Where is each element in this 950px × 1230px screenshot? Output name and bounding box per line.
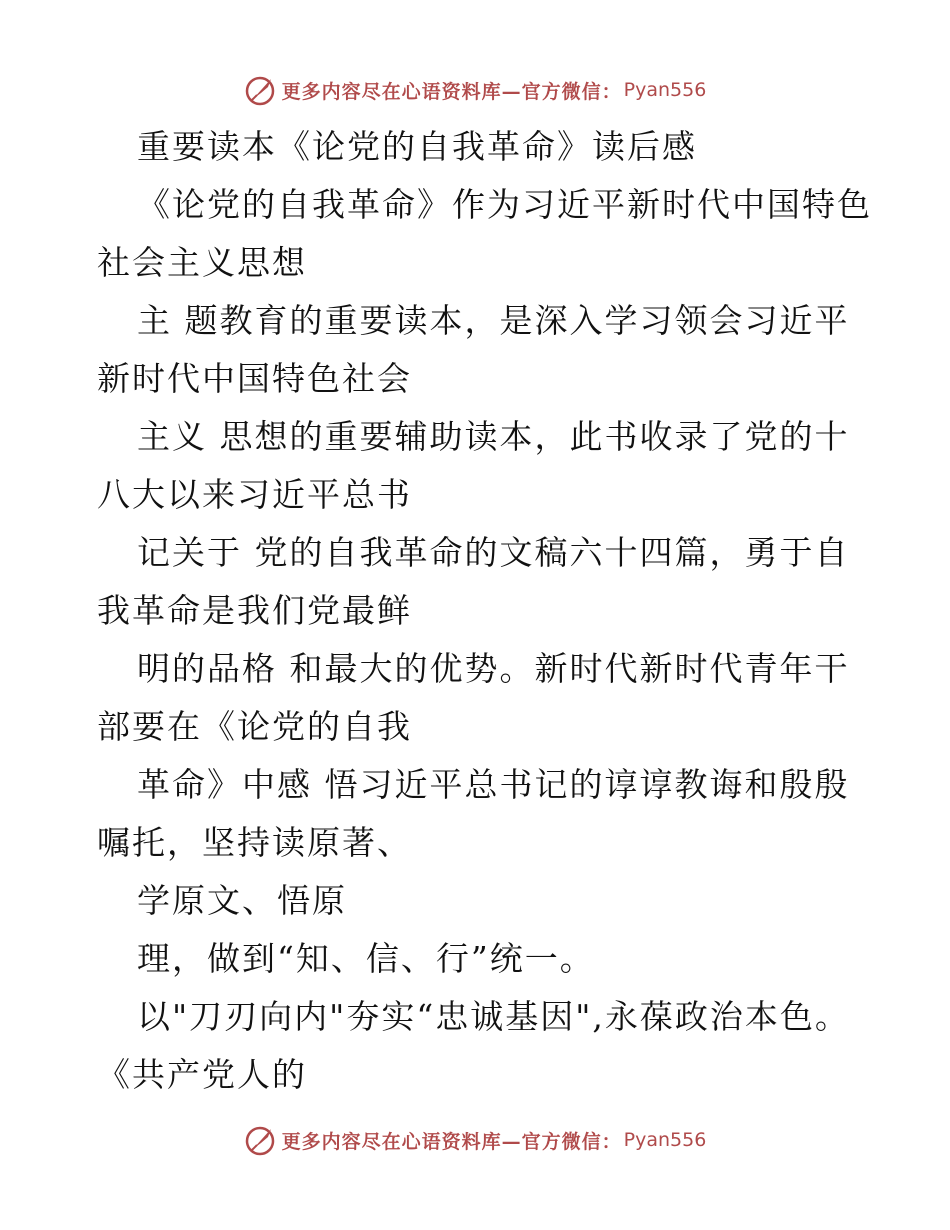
text-line: 革命》中感 悟习近平总书记的谆谆教诲和殷殷: [137, 765, 850, 804]
text-line: 明的品格 和最大的优势。新时代新时代青年干: [137, 649, 850, 688]
text-line: 部要在《论党的自我: [97, 707, 412, 746]
text-line: 嘱托，坚持读原著、: [97, 823, 412, 862]
watermark-text: 更多内容尽在心语资料库—官方微信：: [281, 80, 622, 103]
text-line: 主 题教育的重要读本，是深入学习领会习近平: [137, 301, 850, 340]
text-line: 以"刀刃向内"夯实“忠诚基因",永葆政治本色。: [137, 997, 850, 1036]
text-line: 主义 思想的重要辅助读本，此书收录了党的十: [137, 417, 850, 456]
text-line: 八大以来习近平总书: [97, 475, 412, 514]
watermark-wechat-id: Pyan556: [623, 1129, 707, 1151]
text-line: 重要读本《论党的自我革命》读后感: [137, 127, 697, 166]
text-line: 记关于 党的自我革命的文稿六十四篇，勇于自: [137, 533, 850, 572]
text-line: 《共产党人的: [97, 1055, 307, 1094]
text-line: 我革命是我们党最鲜: [97, 591, 412, 630]
document-body: [97, 118, 872, 1104]
text-line: 《论党的自我革命》作为习近平新时代中国特色: [137, 185, 872, 224]
quill-logo-icon: [244, 1123, 278, 1157]
watermark-banner-top: [0, 70, 950, 110]
watermark-text: 更多内容尽在心语资料库—官方微信：: [281, 1130, 622, 1153]
text-line: 学原文、悟原: [137, 881, 347, 920]
text-line: 社会主义思想: [97, 243, 307, 282]
text-line: 新时代中国特色社会: [97, 359, 412, 398]
watermark-wechat-id: Pyan556: [623, 79, 707, 101]
watermark-banner-bottom: [0, 1120, 950, 1160]
quill-logo-icon: [244, 73, 278, 107]
text-line: 理，做到“知、信、行”统一。: [137, 939, 595, 978]
